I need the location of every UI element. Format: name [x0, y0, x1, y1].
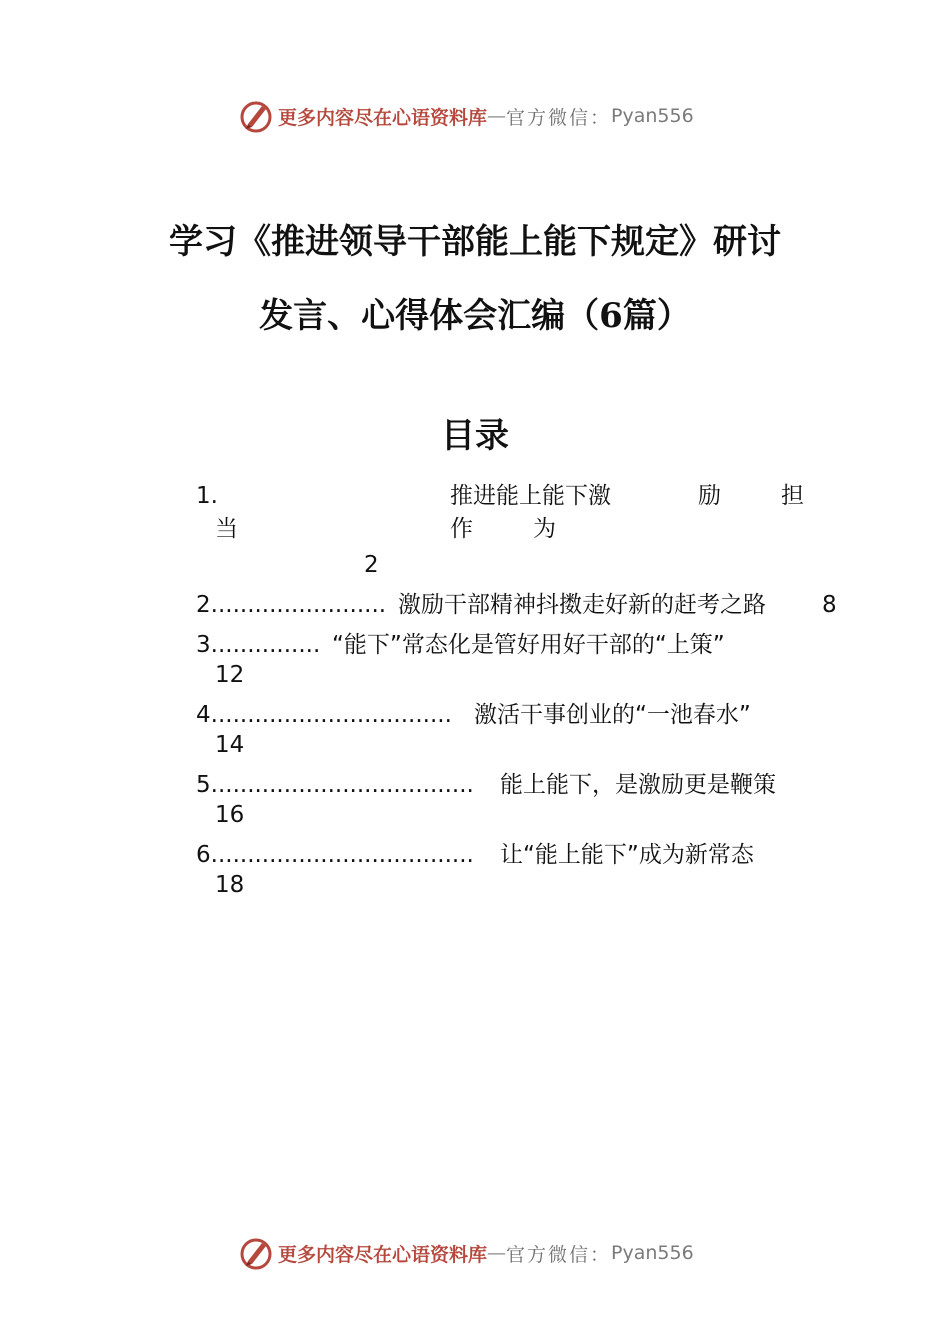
toc-entry-leader: 6....................................	[196, 842, 474, 868]
toc-entry-page: 2	[364, 552, 379, 578]
document-title-line-1: 学习《推进领导干部能上能下规定》研讨	[169, 222, 781, 262]
pen-logo-icon	[238, 1235, 274, 1271]
document-title-line-2: 发言、心得体会汇编（6篇）	[259, 296, 691, 336]
pen-logo-icon	[238, 98, 274, 134]
toc-entry-title: 能上能下，是激励更是鞭策	[500, 772, 776, 798]
toc-entry-leader: 4.................................	[196, 702, 452, 728]
toc-entry-leader: 3...............	[196, 632, 321, 658]
toc-entry-title-part: 作	[450, 516, 473, 542]
toc-entry-title: 激励干部精神抖擞走好新的赶考之路	[398, 592, 766, 618]
toc-entry-number: 1.	[196, 483, 218, 509]
toc-entry-title-part: 推进能上能下激	[450, 483, 611, 509]
banner-text: 更多内容尽在心语资料库	[278, 1243, 488, 1266]
banner-text: 更多内容尽在心语资料库	[278, 106, 488, 129]
toc-entry-title: 让“能上能下”成为新常态	[500, 842, 754, 868]
toc-entry-title-part: 担	[781, 483, 804, 509]
banner-wechat-id: Pyan556	[611, 1242, 694, 1264]
toc-heading: 目录	[441, 416, 509, 456]
toc-entry-page: 16	[215, 802, 245, 828]
banner-wechat-label: 官方微信：	[506, 1243, 612, 1266]
banner-wechat-id: Pyan556	[611, 105, 694, 127]
banner-dash: —	[487, 105, 507, 127]
toc-entry-page: 12	[215, 662, 245, 688]
toc-entry-page: 18	[215, 872, 245, 898]
toc-entry-leader: 2........................	[196, 592, 387, 618]
toc-entry-title-part: 为	[533, 516, 556, 542]
banner-wechat-label: 官方微信：	[506, 106, 612, 129]
toc-entry-leader: 5....................................	[196, 772, 474, 798]
header-banner	[238, 96, 694, 136]
banner-dash: —	[487, 1242, 507, 1264]
footer-banner	[238, 1233, 694, 1273]
toc-entry-page: 14	[215, 732, 245, 758]
toc-entry-title-part: 当	[215, 516, 238, 542]
toc-entry-title-part: 励	[698, 483, 721, 509]
toc-entry-title: 激活干事创业的“一池春水”	[474, 702, 751, 728]
toc-entry-title: “能下”常态化是管好用好干部的“上策”	[332, 632, 725, 658]
toc-entry-page: 8	[822, 592, 837, 618]
